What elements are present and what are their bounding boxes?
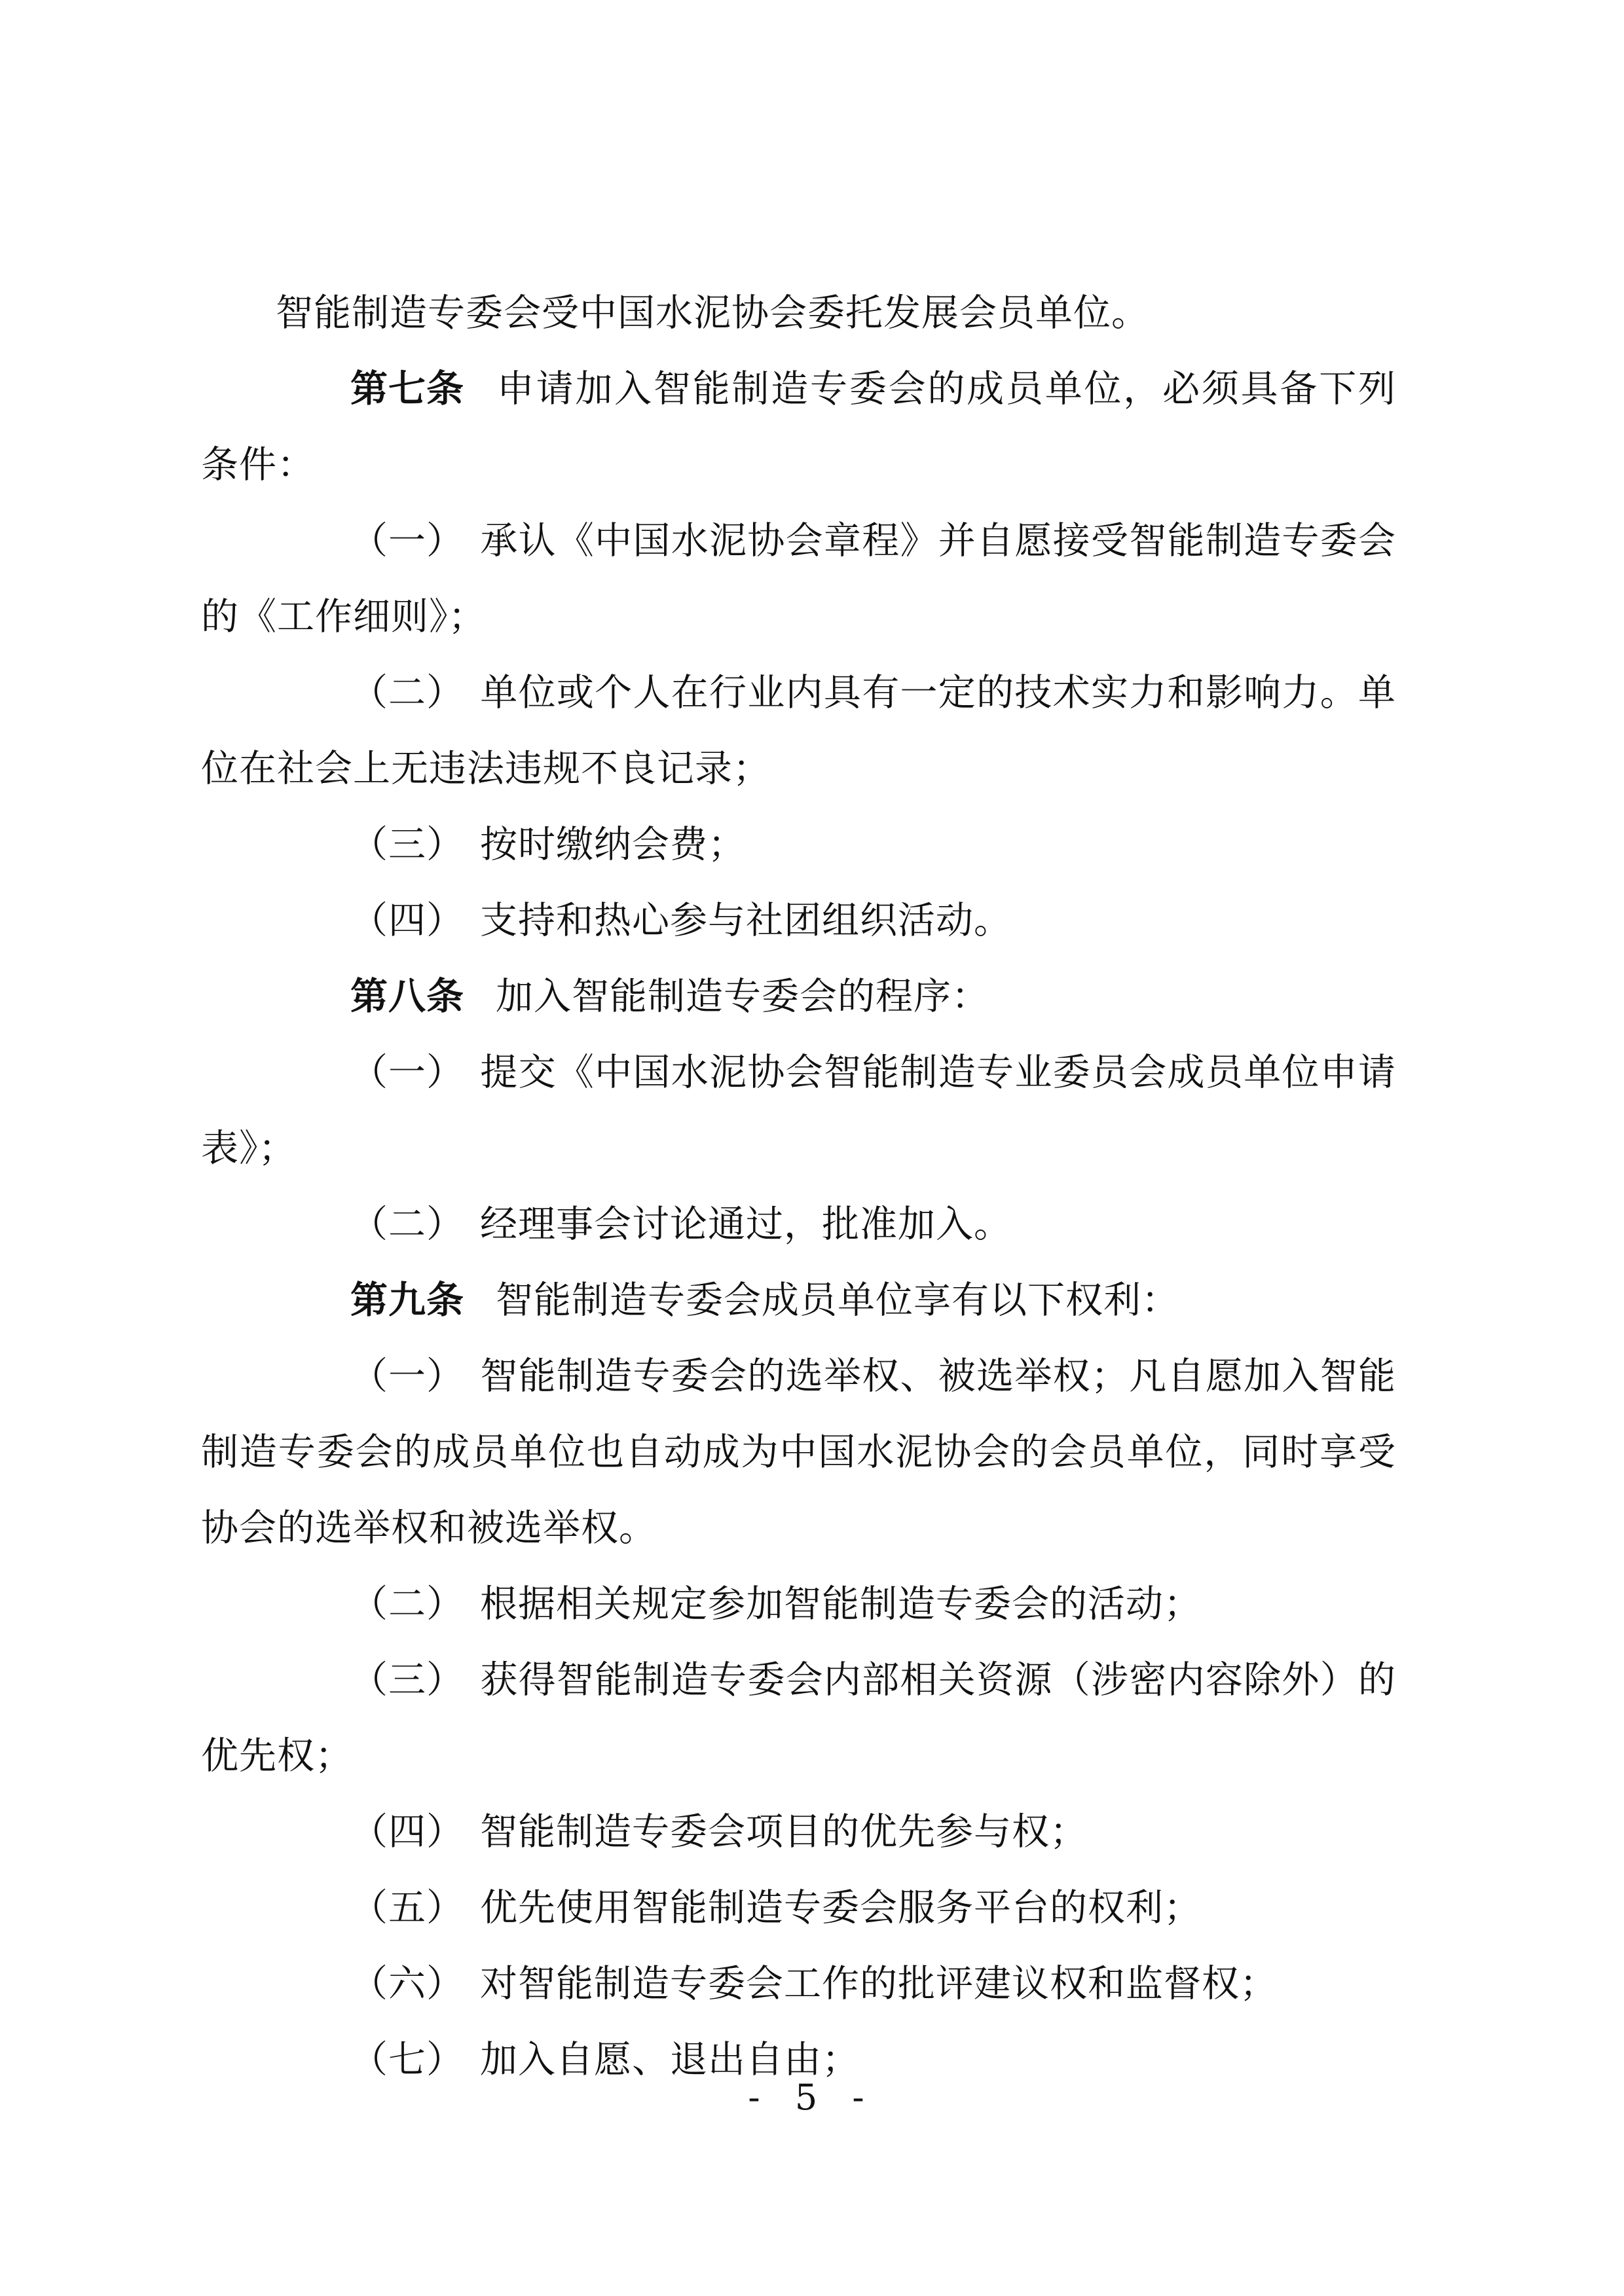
list-item bbox=[201, 1034, 1396, 1186]
list-item bbox=[201, 1870, 1396, 1946]
paragraph-text: 智能制造专委会成员单位享有以下权利： bbox=[496, 1279, 1179, 1322]
article-number: 第八条 bbox=[350, 974, 464, 1018]
paragraph-text: 申请加入智能制造专委会的成员单位，必须具备下列条件： bbox=[201, 367, 1396, 486]
item-number: （六） bbox=[350, 1962, 464, 2005]
item-number: （二） bbox=[350, 671, 464, 714]
item-number: （三） bbox=[350, 823, 464, 866]
page-number: - 5 - bbox=[748, 2077, 876, 2118]
paragraph-text: 根据相关规定参加智能制造专委会的活动； bbox=[480, 1582, 1202, 1626]
article-paragraph bbox=[201, 958, 1396, 1034]
paragraph-text: 单位或个人在行业内具有一定的技术实力和影响力。单位在社会上无违法违规不良记录； bbox=[201, 671, 1396, 790]
list-item bbox=[201, 1642, 1396, 1794]
item-number: （七） bbox=[350, 2038, 464, 2081]
paragraph bbox=[201, 275, 1396, 351]
article-paragraph bbox=[201, 1262, 1396, 1338]
list-item bbox=[201, 1946, 1396, 2022]
paragraph-text: 承认《中国水泥协会章程》并自愿接受智能制造专委会的《工作细则》； bbox=[201, 519, 1396, 638]
paragraph-text: 支持和热心参与社团组织活动。 bbox=[480, 899, 1012, 942]
item-number: （二） bbox=[350, 1582, 464, 1626]
item-number: （五） bbox=[350, 1886, 464, 1929]
document-body bbox=[201, 275, 1396, 2098]
paragraph-text: 加入智能制造专委会的程序： bbox=[496, 975, 989, 1018]
item-number: （一） bbox=[350, 519, 464, 562]
list-item bbox=[201, 1186, 1396, 1262]
paragraph-text: 按时缴纳会费； bbox=[480, 823, 746, 866]
item-number: （四） bbox=[350, 1810, 464, 1853]
paragraph-text: 提交《中国水泥协会智能制造专业委员会成员单位申请表》； bbox=[201, 1051, 1396, 1170]
item-number: （一） bbox=[350, 1051, 464, 1094]
item-number: （二） bbox=[350, 1203, 464, 1246]
item-number: （四） bbox=[350, 899, 464, 942]
list-item bbox=[201, 1794, 1396, 1870]
article-number: 第七条 bbox=[350, 367, 464, 410]
article-paragraph bbox=[201, 351, 1396, 503]
paragraph-text: 优先使用智能制造专委会服务平台的权利； bbox=[480, 1886, 1202, 1929]
article-number: 第九条 bbox=[350, 1278, 464, 1322]
list-item bbox=[201, 1566, 1396, 1642]
item-number: （一） bbox=[350, 1355, 464, 1398]
list-item bbox=[201, 655, 1396, 807]
list-item bbox=[201, 807, 1396, 883]
list-item bbox=[201, 503, 1396, 655]
paragraph-text: 经理事会讨论通过，批准加入。 bbox=[480, 1203, 1012, 1246]
list-item bbox=[201, 1338, 1396, 1566]
paragraph-text: 智能制造专委会受中国水泥协会委托发展会员单位。 bbox=[276, 291, 1149, 335]
paragraph-text: 智能制造专委会的选举权、被选举权；凡自愿加入智能制造专委会的成员单位也自动成为中国水泥协会的会员单位，同时享受协会的选举权和被选举权。 bbox=[201, 1355, 1396, 1550]
paragraph-text: 加入自愿、退出自由； bbox=[480, 2038, 860, 2081]
paragraph-text: 对智能制造专委会工作的批评建议权和监督权； bbox=[480, 1962, 1278, 2005]
item-number: （三） bbox=[350, 1658, 464, 1702]
paragraph-text: 智能制造专委会项目的优先参与权； bbox=[480, 1810, 1088, 1853]
paragraph-text: 获得智能制造专委会内部相关资源（涉密内容除外）的优先权； bbox=[201, 1658, 1396, 1777]
list-item bbox=[201, 883, 1396, 958]
